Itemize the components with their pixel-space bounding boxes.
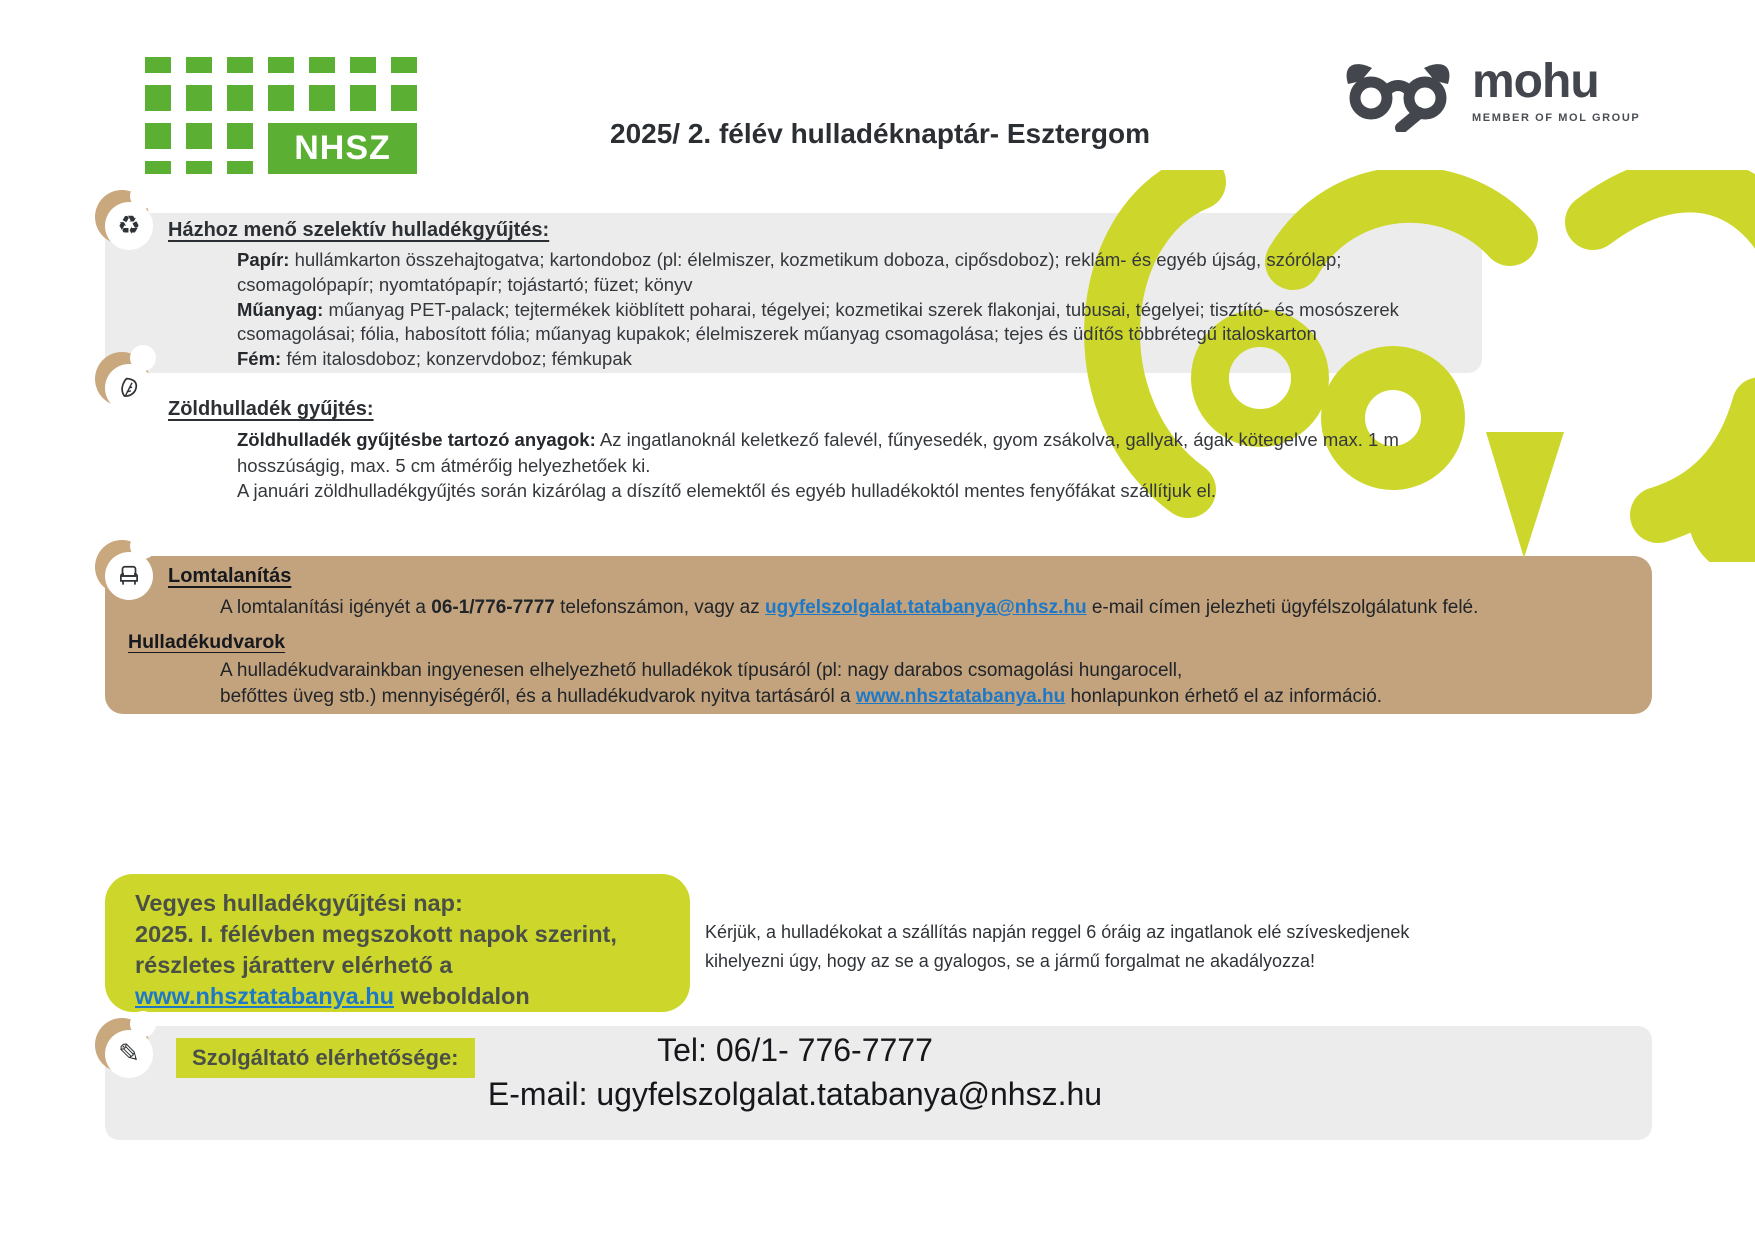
mixed-day-line-1: Vegyes hulladékgyűjtési nap: xyxy=(135,890,463,916)
nhsz-logo-wordmark: NHSZ xyxy=(268,123,417,174)
website-link[interactable]: www.nhsztatabanya.hu xyxy=(855,686,1066,707)
contact-section-badge xyxy=(95,1018,155,1082)
greenwaste-january-line: A januári zöldhulladékgyűjtés során kizárólag a díszítő elemektől és egyéb hulladékoktól mentes fenyőfákat szállítjuk el. xyxy=(237,480,1217,501)
page-title: 2025/ 2. félév hulladéknaptár- Esztergom xyxy=(610,118,1150,149)
mohu-owl-icon xyxy=(1336,56,1460,132)
bulky-section-badge xyxy=(95,540,155,604)
leaf-icon xyxy=(113,372,145,404)
greenwaste-heading: Zöldhulladék gyűjtés: xyxy=(168,398,374,420)
mixed-day-box xyxy=(105,874,690,1012)
greenwaste-line-1: Zöldhulladék gyűjtésbe tartozó anyagok: Az ingatlanoknál keletkező falevél, fűnyesedék, gyom zsákolva, gallyak, ágak kötegelve max. 1 m xyxy=(237,429,1399,450)
contact-label: Szolgáltató elérhetősége: xyxy=(176,1038,475,1078)
greenwaste-section-badge xyxy=(95,352,155,416)
yards-line-1: A hulladékudvarainkban ingyenesen elhelyezhető hulladékok típusáról (pl: nagy darabos csomagolási hungarocell, xyxy=(220,660,1183,681)
contact-email: E-mail: ugyfelszolgalat.tatabanya@nhsz.hu xyxy=(487,1076,1103,1112)
metal-line: Fém: fém italosdoboz; konzervdoboz; fémkupak xyxy=(237,348,632,370)
recycle-icon: ♻ xyxy=(117,211,141,241)
mixed-day-line-4: www.nhsztatabanya.hu weboldalon xyxy=(135,983,530,1009)
email-link[interactable]: ugyfelszolgalat.tatabanya@nhsz.hu xyxy=(765,597,1087,618)
selective-section-badge xyxy=(95,190,155,254)
mohu-logo xyxy=(1336,56,1640,132)
website-link[interactable]: www.nhsztatabanya.hu xyxy=(135,983,394,1009)
plastic-line-2: csomagolásai; fólia, habosított fólia; műanyag kupakok; élelmiszerek műanyag csomagolása; tejes és üdítős többrétegű italoskarton xyxy=(237,323,1317,345)
placement-notice xyxy=(705,918,1409,975)
bulky-heading: Lomtalanítás xyxy=(168,565,292,587)
phone-number: 06-1/776-7777 xyxy=(431,597,555,618)
bulky-line: A lomtalanítási igényét a 06-1/776-7777 telefonszámon, vagy az ugyfelszolgalat.tatabanya@nhsz.hu e-mail címen jelezheti ügyfélszolgálatunk felé. xyxy=(220,597,1479,618)
selective-body xyxy=(237,248,1472,372)
paper-line-2: csomagolópapír; nyomtatópapír; tojástartó; füzet; könyv xyxy=(237,273,693,295)
mohu-wordmark: mohu xyxy=(1472,55,1599,108)
notice-line-2: kihelyezni úgy, hogy az se a gyalogos, se a jármű forgalmat ne akadályozza! xyxy=(705,950,1316,971)
greenwaste-body xyxy=(237,427,1472,504)
notice-line-1: Kérjük, a hulladékokat a szállítás napján reggel 6 óráig az ingatlanok elé szíveskedjenek xyxy=(705,922,1410,942)
yards-heading: Hulladékudvarok xyxy=(128,631,286,653)
pencil-icon: ✎ xyxy=(118,1039,140,1069)
greenwaste-line-2: hosszúságig, max. 5 cm átmérőig helyezhetőek ki. xyxy=(237,454,651,476)
paper-line-1: Papír: hullámkarton összehajtogatva; kartondoboz (pl: élelmiszer, kozmetikum doboza, cipősdoboz); reklám- és egyéb újság, szórólap; xyxy=(237,249,1342,270)
mixed-day-line-2: 2025. I. félévben megszokott napok szerint, xyxy=(135,921,617,947)
mixed-day-line-3: részletes járatterv elérhető a xyxy=(135,952,453,978)
yards-line-2: befőttes üveg stb.) mennyiségéről, és a hulladékudvarok nyitva tartásáról a www.nhsztatabanya.hu honlapunkon érhető el az információ. xyxy=(220,686,1383,707)
selective-heading: Házhoz menő szelektív hulladékgyűjtés: xyxy=(168,219,550,241)
mohu-subtitle: MEMBER OF MOL GROUP xyxy=(1472,112,1641,124)
armchair-icon xyxy=(116,563,142,589)
nhsz-logo xyxy=(145,57,417,174)
plastic-line-1: Műanyag: műanyag PET-palack; tejtermékek kiöblített poharai, tégelyei; kozmetikai szerek flakonjai, tubusai, tégelyei; tisztító- és mosószerek xyxy=(237,298,1399,320)
contact-phone: Tel: 06/1- 776-7777 xyxy=(657,1032,933,1068)
